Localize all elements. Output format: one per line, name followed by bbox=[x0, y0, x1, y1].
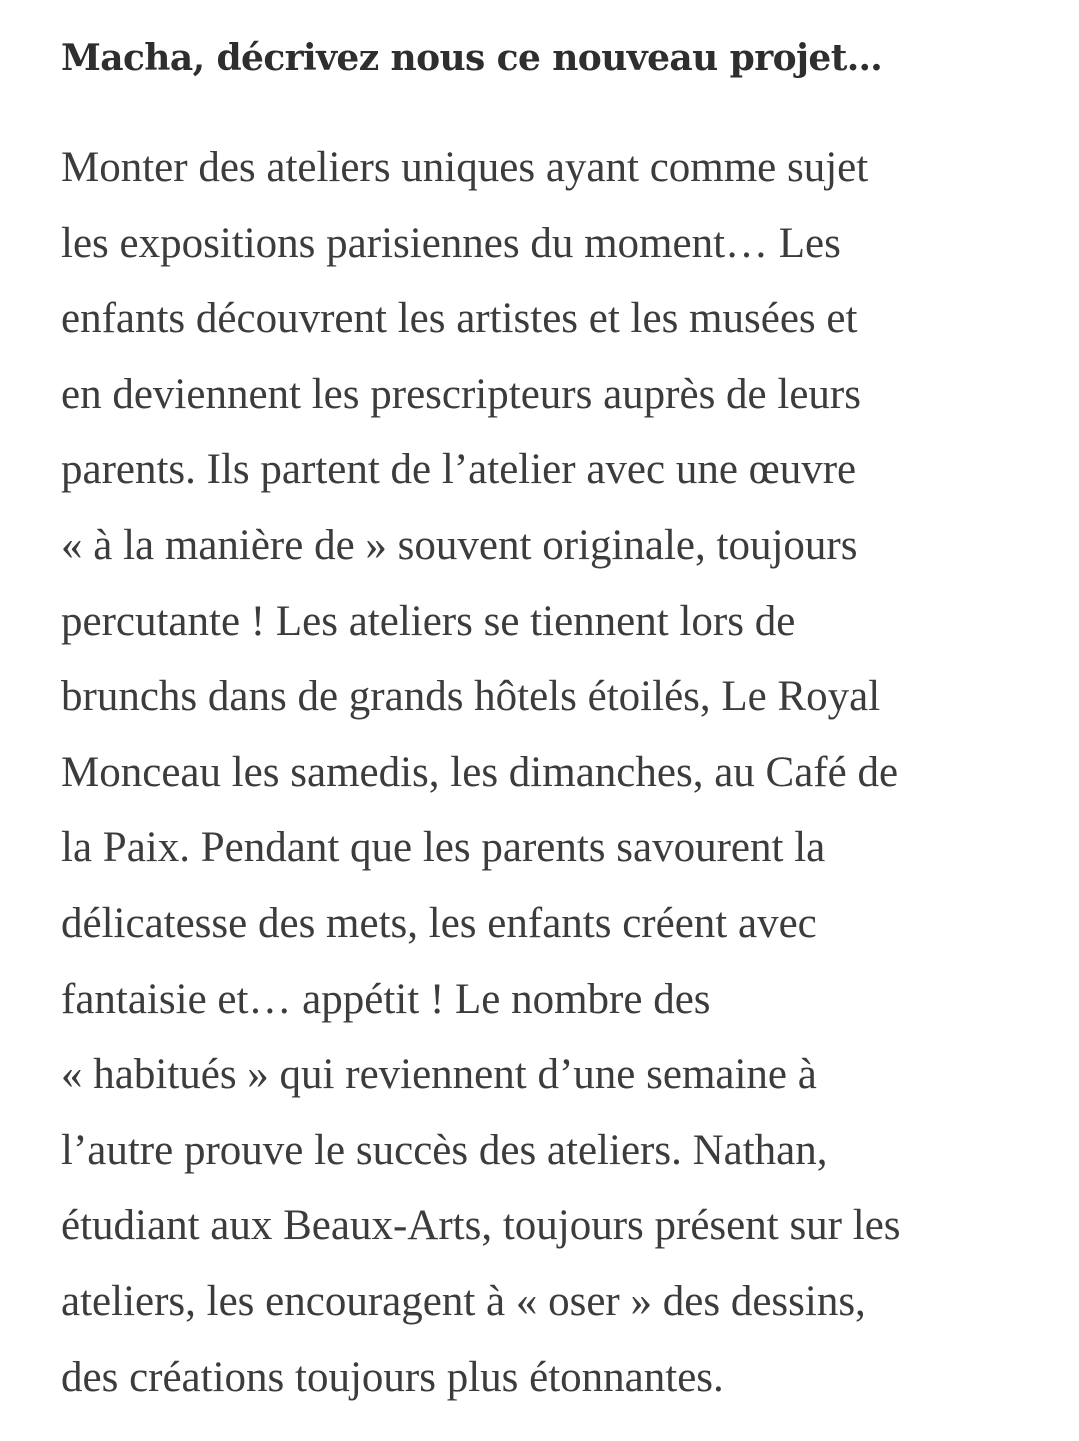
paragraph-line: Monceau les samedis, les dimanches, au Café de bbox=[61, 748, 899, 796]
paragraph-line: en deviennent les prescripteurs auprès de leurs bbox=[61, 370, 861, 418]
paragraph-line: ateliers, les encouragent à « oser » des dessins, bbox=[61, 1277, 866, 1325]
answer-paragraph bbox=[61, 130, 1051, 1415]
paragraph-line: fantaisie et… appétit ! Le nombre des bbox=[61, 975, 711, 1023]
paragraph-line: « habitués » qui reviennent d’une semaine à bbox=[61, 1051, 817, 1099]
paragraph-line: l’autre prouve le succès des ateliers. Nathan, bbox=[61, 1126, 828, 1174]
paragraph-line: délicatesse des mets, les enfants créent avec bbox=[61, 899, 817, 947]
paragraph-line: brunchs dans de grands hôtels étoilés, Le Royal bbox=[61, 673, 881, 721]
paragraph-line: Monter des ateliers uniques ayant comme sujet bbox=[61, 144, 869, 191]
question-heading: Macha, décrivez nous ce nouveau projet… bbox=[61, 37, 883, 79]
paragraph-line: percutante ! Les ateliers se tiennent lors de bbox=[61, 597, 796, 645]
article-content bbox=[61, 0, 1051, 1415]
paragraph-line: enfants découvrent les artistes et les musées et bbox=[61, 295, 858, 343]
paragraph-line: la Paix. Pendant que les parents savourent la bbox=[61, 824, 826, 872]
paragraph-line: « à la manière de » souvent originale, toujours bbox=[61, 521, 858, 569]
paragraph-line: les expositions parisiennes du moment… Les bbox=[61, 219, 841, 267]
paragraph-line: étudiant aux Beaux-Arts, toujours présent sur les bbox=[61, 1202, 901, 1250]
paragraph-line: parents. Ils partent de l’atelier avec une œuvre bbox=[61, 446, 857, 494]
paragraph-line: des créations toujours plus étonnantes. bbox=[61, 1353, 724, 1401]
